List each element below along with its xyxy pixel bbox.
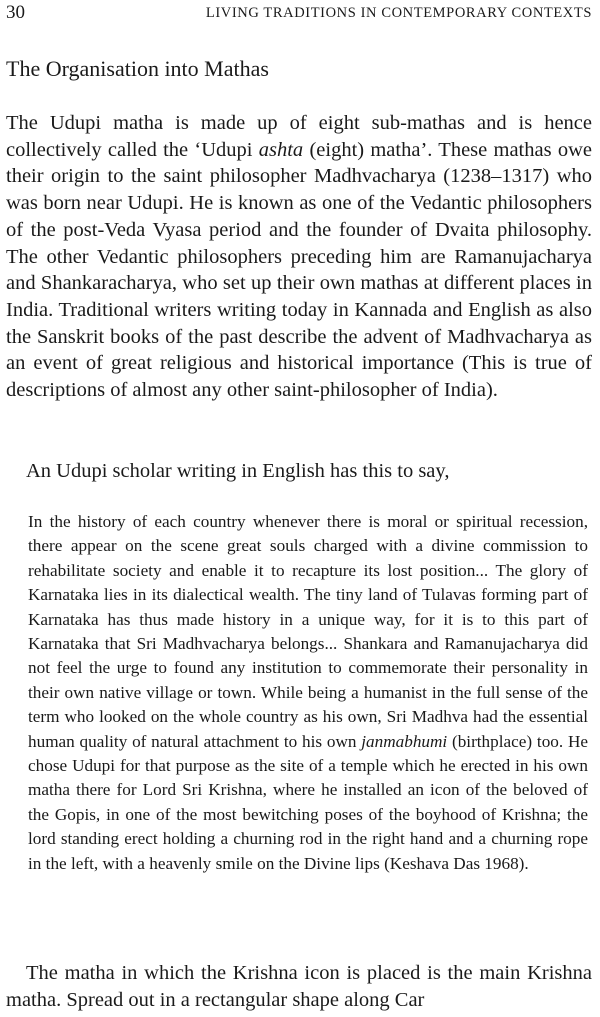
italic-term: ashta [258, 138, 304, 161]
paragraph-scholar-intro: An Udupi scholar writing in English has this to say, [26, 460, 450, 482]
paragraph-krishna-matha: The matha in which the Krishna icon is placed is the main Krishna matha. Spread out in a rectangular shape along Car [6, 962, 592, 1011]
block-quote [28, 510, 588, 876]
paragraph-text: (eight) matha’. These mathas owe their origin to the saint philosopher Madhvacharya (1238–1317) who was born near Udupi. He is known as one of the Vedantic philosophers of the post-Veda Vyasa period and the founder of Dvaita philosophy. The other Vedantic philosophers preceding him are Ramanujacharya and Shankaracharya, who set up their own mathas at different places in India. Traditional writers writing today in Kannada and English as also the Sanskrit books of the past describe the advent of Madhvacharya as an event of great religious and historical importance (This is true of descriptions of almost any other saint-philosopher of India). [6, 138, 592, 402]
paragraph-udupi-matha [6, 110, 592, 404]
running-title: LIVING TRADITIONS IN CONTEMPORARY CONTEXTS [205, 5, 592, 21]
page-number: 30 [6, 2, 25, 23]
quote-text: In the history of each country whenever there is moral or spiritual recession, there appear on the scene great souls charged with a divine commission to rehabilitate society and enable it to recapture its lost position... The glory of Karnataka lies in its dialectical wealth. The tiny land of Tulavas forming part of Karnataka has thus made history in a unique way, for it is to this part of Karnataka that Sri Madhvacharya belongs... Shankara and Ramanujacharya did not feel the urge to found any institution to commemorate their personality in their own native village or town. While being a humanist in the full sense of the term who looked on the whole country as his own, Sri Madhva had the essential human quality of natural attachment to his own [28, 512, 588, 751]
running-head [6, 2, 592, 24]
paragraph-text: The Udupi matha is made up of eight sub-mathas and is hence collectively called the ‘Udupi [6, 112, 592, 161]
section-heading: The Organisation into Mathas [6, 56, 269, 81]
quote-text: (birthplace) too. He chose Udupi for that purpose as the site of a temple which he erected in his own matha there for Lord Sri Krishna, where he installed an icon of the beloved of the Gopis, in one of the most bewitching poses of the boyhood of Krishna; the lord standing erect holding a churning rod in the right hand and a churning rope in the left, with a heavenly smile on the Divine lips (Keshava Das 1968). [28, 731, 588, 873]
italic-term: janmabhumi [361, 731, 448, 751]
